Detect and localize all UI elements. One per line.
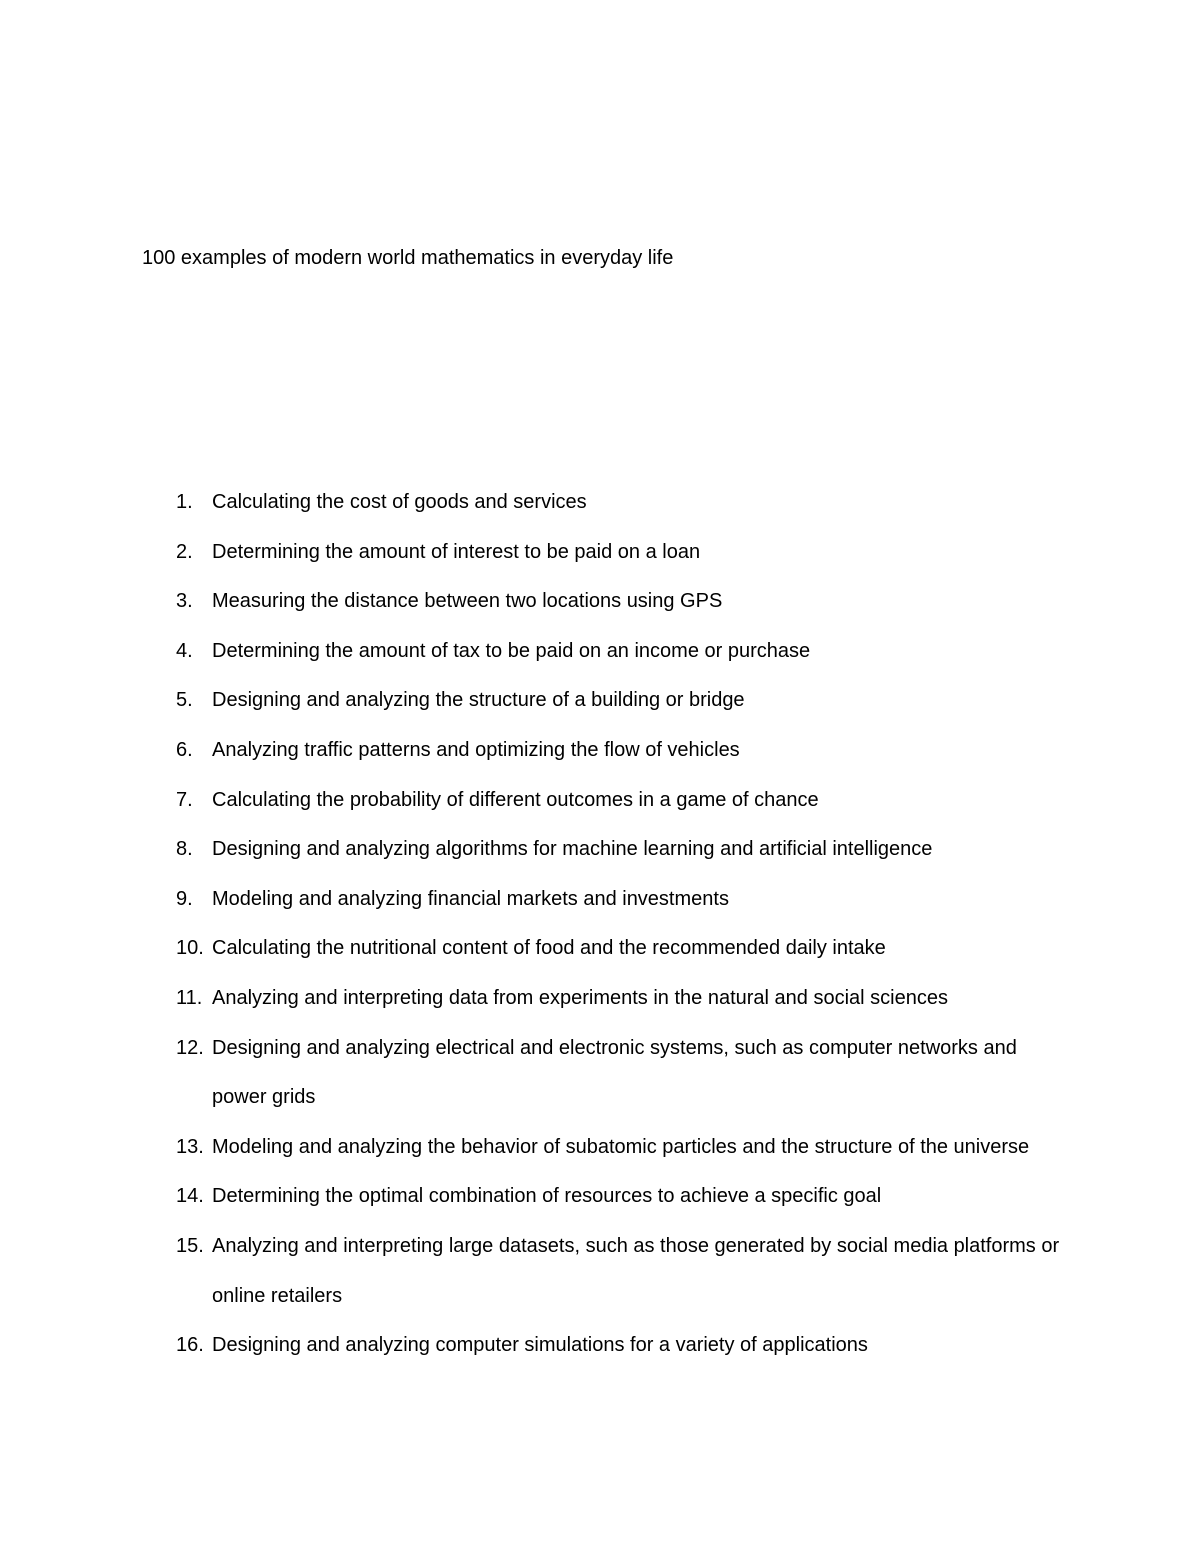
list-item-number: 5.	[176, 689, 193, 712]
list-item-number: 6.	[176, 738, 193, 761]
list-item-number: 7.	[176, 788, 193, 811]
list-item-text: Analyzing and interpreting large datasets, such as those generated by social media platforms or online retailers	[212, 1234, 1060, 1307]
list-item-text: Modeling and analyzing financial markets and investments	[212, 887, 729, 910]
list-item	[0, 1321, 1200, 1371]
list-item-text: Designing and analyzing electrical and electronic systems, such as computer networks and power grids	[212, 1036, 1017, 1109]
page-title: 100 examples of modern world mathematics in everyday life	[142, 247, 674, 269]
list-item	[0, 974, 1200, 1024]
list-item-number: 16.	[176, 1334, 204, 1357]
list-item	[0, 577, 1200, 627]
list-item	[0, 676, 1200, 726]
list-item-number: 1.	[176, 491, 193, 513]
list-item-text: Analyzing traffic patterns and optimizing the flow of vehicles	[212, 738, 740, 761]
examples-list	[0, 478, 1200, 1371]
list-item-text: Calculating the probability of different outcomes in a game of chance	[212, 788, 819, 811]
list-item-number: 14.	[176, 1185, 204, 1208]
list-item-text: Determining the amount of interest to be paid on a loan	[212, 540, 701, 563]
list-item	[0, 1222, 1200, 1321]
list-item-number: 12.	[176, 1036, 204, 1059]
list-item	[0, 924, 1200, 974]
list-item-text: Determining the optimal combination of resources to achieve a specific goal	[212, 1185, 882, 1208]
list-item-text: Determining the amount of tax to be paid on an income or purchase	[212, 639, 811, 662]
list-item	[0, 478, 1200, 528]
list-item-text: Designing and analyzing the structure of a building or bridge	[212, 689, 745, 712]
list-item-text: Designing and analyzing algorithms for machine learning and artificial intelligence	[212, 838, 933, 861]
list-item-number: 9.	[176, 887, 193, 910]
list-item	[0, 627, 1200, 677]
list-item-number: 8.	[176, 838, 193, 861]
list-item	[0, 776, 1200, 826]
list-item-text: Analyzing and interpreting data from experiments in the natural and social sciences	[212, 986, 948, 1009]
list-item	[0, 1123, 1200, 1173]
list-item-number: 11.	[176, 986, 203, 1009]
list-item-number: 2.	[176, 540, 193, 563]
list-item-number: 15.	[176, 1234, 204, 1257]
list-item	[0, 726, 1200, 776]
list-item-number: 4.	[176, 639, 193, 662]
list-item	[0, 825, 1200, 875]
list-item	[0, 1172, 1200, 1222]
list-item-number: 13.	[176, 1135, 204, 1158]
list-item-number: 3.	[176, 590, 193, 613]
list-item	[0, 875, 1200, 925]
list-item	[0, 1024, 1200, 1123]
list-item	[0, 528, 1200, 578]
list-item-text: Calculating the nutritional content of food and the recommended daily intake	[212, 937, 886, 960]
list-item-text: Calculating the cost of goods and services	[212, 491, 587, 513]
list-item-text: Modeling and analyzing the behavior of subatomic particles and the structure of the universe	[212, 1135, 1030, 1158]
list-item-number: 10.	[176, 937, 204, 960]
list-item-text: Measuring the distance between two locations using GPS	[212, 590, 723, 613]
list-item-text: Designing and analyzing computer simulations for a variety of applications	[212, 1334, 868, 1357]
